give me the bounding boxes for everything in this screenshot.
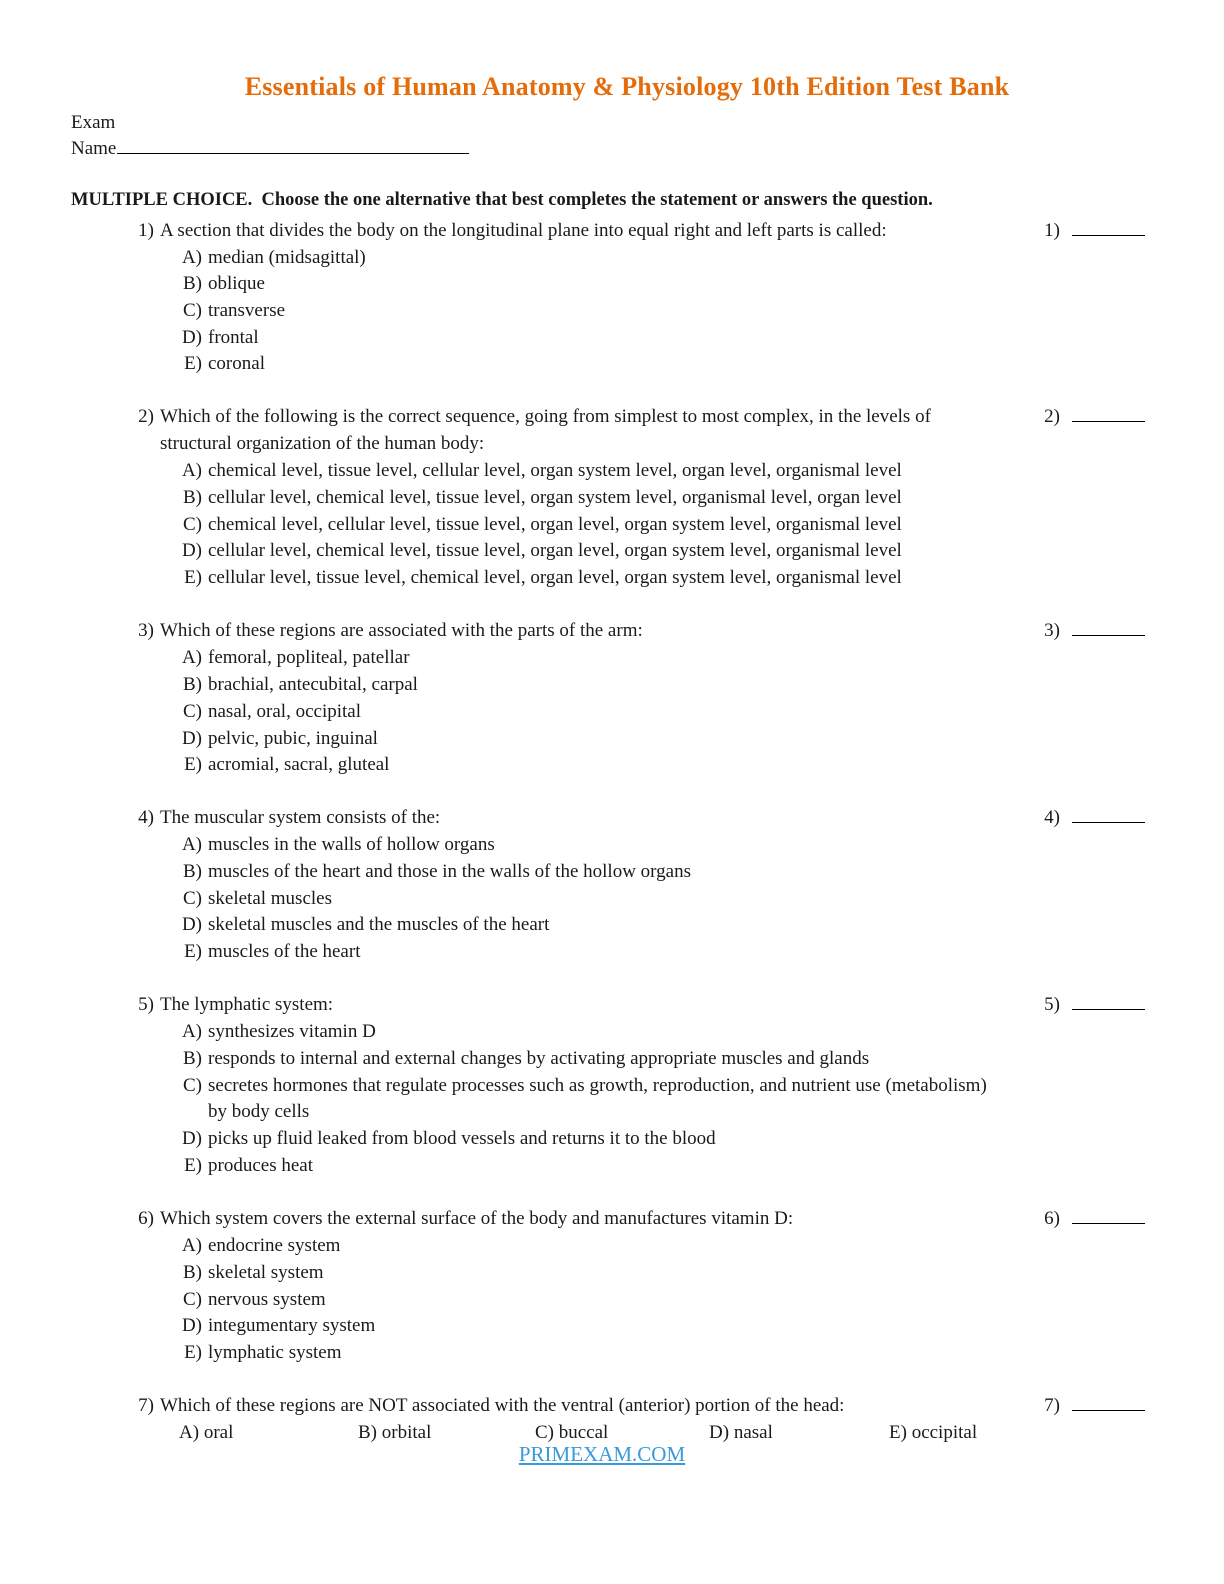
- option-text: frontal: [208, 326, 259, 348]
- question-stem: Which of these regions are associated with the parts of the arm:: [160, 620, 643, 641]
- option-text: skeletal muscles: [208, 887, 332, 909]
- answer-number: 2): [1044, 406, 1060, 427]
- option-letter: A): [181, 1020, 202, 1042]
- option-letter: E): [184, 1342, 202, 1363]
- answer-blank-line[interactable]: [1072, 1209, 1145, 1224]
- option-letter: C): [183, 700, 202, 722]
- answer-slot: [1030, 218, 1145, 245]
- question-number: 1): [138, 220, 154, 241]
- answer-number: 4): [1044, 807, 1060, 828]
- option-letter: E): [184, 754, 202, 775]
- answer-blank-line[interactable]: [1072, 995, 1145, 1010]
- option-letter: E): [184, 1154, 202, 1176]
- answer-slot: [1030, 618, 1145, 645]
- option-letter: C): [183, 1288, 202, 1310]
- option-letter: C): [183, 513, 202, 535]
- answer-blank-line[interactable]: [1072, 221, 1145, 236]
- name-field-row: [71, 138, 469, 160]
- question-stem: Which of the following is the correct sequence, going from simplest to most complex, in the levels of structural organization of the human body:: [160, 406, 931, 454]
- option-text: buccal: [558, 1421, 609, 1443]
- option-letter: B): [183, 1047, 202, 1069]
- option-text: median (midsagittal): [208, 246, 366, 268]
- option-text: oblique: [208, 273, 265, 294]
- question-stem: Which system covers the external surface of the body and manufactures vitamin D:: [160, 1208, 794, 1229]
- option-letter: A): [179, 1421, 200, 1443]
- answer-slot: [1030, 404, 1145, 431]
- option-text: acromial, sacral, gluteal: [208, 754, 390, 775]
- option-text: synthesizes vitamin D: [208, 1020, 376, 1042]
- option-text: orbital: [381, 1421, 432, 1443]
- option-letter: B): [358, 1421, 377, 1443]
- option-text: nasal: [733, 1421, 773, 1443]
- option-letter: E): [184, 567, 202, 588]
- option-letter: E): [184, 353, 202, 374]
- option-text: oral: [203, 1421, 234, 1443]
- option-letter: B): [183, 860, 202, 882]
- option-letter: D): [181, 914, 202, 935]
- question-stem: A section that divides the body on the longitudinal plane into equal right and left parts is called:: [160, 220, 887, 241]
- option-letter: B): [183, 486, 202, 508]
- name-label: Name: [71, 138, 117, 159]
- name-blank-line[interactable]: [117, 139, 469, 154]
- option-text: transverse: [208, 300, 286, 321]
- option-letter: C): [183, 1074, 202, 1096]
- option-text: cellular level, chemical level, tissue level, organ system level, organismal level, organ level: [208, 486, 902, 508]
- answer-blank-line[interactable]: [1072, 621, 1145, 636]
- option-text: chemical level, cellular level, tissue level, organ level, organ system level, organismal level: [208, 513, 902, 535]
- option-text: chemical level, tissue level, cellular level, organ system level, organ level, organismal level: [208, 460, 902, 481]
- option-text: secretes hormones that regulate processes such as growth, reproduction, and nutrient use (metabolism) by body cells: [208, 1074, 987, 1123]
- answer-number: 1): [1044, 220, 1060, 241]
- answer-number: 6): [1044, 1208, 1060, 1229]
- option-text: picks up fluid leaked from blood vessels and returns it to the blood: [208, 1128, 716, 1149]
- option-letter: E): [889, 1421, 907, 1443]
- option-text: nasal, oral, occipital: [208, 700, 361, 722]
- question-stem: The muscular system consists of the:: [160, 807, 441, 828]
- option-letter: A): [181, 460, 202, 481]
- option-letter: B): [183, 273, 202, 294]
- option-text: skeletal muscles and the muscles of the heart: [208, 914, 550, 935]
- answer-blank-line[interactable]: [1072, 808, 1145, 823]
- answer-number: 3): [1044, 620, 1060, 641]
- option-letter: D): [181, 727, 202, 749]
- exam-label: Exam: [71, 112, 116, 133]
- answer-number: 7): [1044, 1395, 1060, 1416]
- footer-link[interactable]: PRIMEXAM.COM: [518, 1442, 686, 1466]
- instructions: [71, 190, 933, 211]
- answer-slot: [1030, 1206, 1145, 1233]
- option-letter: A): [181, 647, 202, 668]
- option-text: nervous system: [208, 1288, 326, 1310]
- question-stem: Which of these regions are NOT associated with the ventral (anterior) portion of the head:: [160, 1395, 845, 1416]
- option-text: integumentary system: [208, 1315, 376, 1336]
- instructions-lead: MULTIPLE CHOICE.: [71, 190, 253, 210]
- option-letter: C): [183, 887, 202, 909]
- option-text: muscles of the heart and those in the walls of the hollow organs: [208, 860, 691, 882]
- answer-blank-line[interactable]: [1072, 407, 1145, 422]
- option-letter: A): [181, 246, 202, 268]
- answer-slot: [1030, 1393, 1145, 1420]
- option-text: skeletal system: [208, 1261, 324, 1283]
- option-text: pelvic, pubic, inguinal: [208, 727, 378, 749]
- option-text: occipital: [911, 1421, 978, 1443]
- option-letter: B): [183, 674, 202, 695]
- document-title: Essentials of Human Anatomy & Physiology 10th Edition Test Bank: [244, 72, 1010, 101]
- option-letter: A): [181, 833, 202, 855]
- answer-slot: [1030, 805, 1145, 832]
- option-text: lymphatic system: [208, 1342, 342, 1363]
- option-letter: B): [183, 1261, 202, 1283]
- option-text: endocrine system: [208, 1234, 341, 1256]
- question-number: 3): [138, 620, 154, 641]
- question-stem: The lymphatic system:: [160, 994, 334, 1015]
- option-letter: D): [181, 1315, 202, 1336]
- option-text: responds to internal and external changes by activating appropriate muscles and glands: [208, 1047, 870, 1069]
- answer-slot: [1030, 992, 1145, 1019]
- option-text: femoral, popliteal, patellar: [208, 647, 410, 668]
- option-text: muscles in the walls of hollow organs: [208, 833, 495, 855]
- option-text: brachial, antecubital, carpal: [208, 674, 418, 695]
- question-number: 2): [138, 406, 154, 427]
- option-letter: A): [181, 1234, 202, 1256]
- option-text: muscles of the heart: [208, 941, 361, 962]
- option-letter: E): [184, 941, 202, 962]
- answer-blank-line[interactable]: [1072, 1396, 1145, 1411]
- option-letter: D): [709, 1421, 730, 1443]
- option-text: produces heat: [208, 1154, 313, 1176]
- option-letter: C): [535, 1421, 554, 1443]
- option-letter: D): [181, 1128, 202, 1149]
- option-text: cellular level, tissue level, chemical level, organ level, organ system level, organismal level: [208, 567, 902, 588]
- option-letter: C): [183, 300, 202, 321]
- option-text: coronal: [208, 353, 265, 374]
- question-number: 5): [138, 994, 154, 1015]
- option-letter: D): [181, 326, 202, 348]
- option-text: cellular level, chemical level, tissue level, organ level, organ system level, organismal level: [208, 540, 902, 561]
- question-number: 7): [138, 1395, 154, 1416]
- instructions-text: Choose the one alternative that best completes the statement or answers the question.: [261, 190, 933, 210]
- answer-number: 5): [1044, 994, 1060, 1015]
- option-letter: D): [181, 540, 202, 561]
- question-number: 6): [138, 1208, 154, 1229]
- question-number: 4): [138, 807, 154, 828]
